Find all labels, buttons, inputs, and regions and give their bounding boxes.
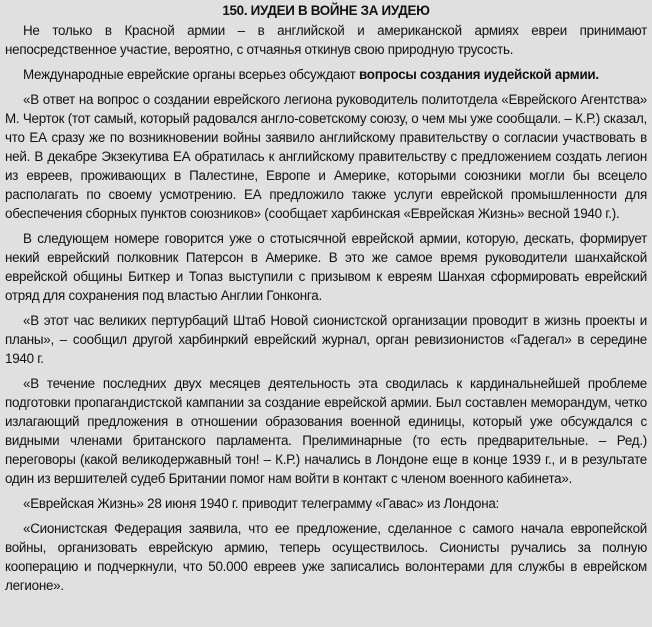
paragraph-text: «В течение последних двух месяцев деятельность эта сводилась к кардинальнейшей проблеме подготовки пропагандистской кампании за создание еврейской армии. Был составлен меморандум, четко излагающий предложения в отношении образования военной единицы, который уже обсуждался с видными членами британского парламента. Прелиминарные (то есть предварительные. – Ред.) переговоры (какой великодержавный тон! – К.Р.) начались в Лондоне еще в конце 1939 г., и в результате один из вершителей судеб Британии помог нам войти в контакт с членом военного кабинета».	[5, 376, 647, 486]
paragraph-2	[5, 65, 647, 84]
paragraph-text: «Сионистская Федерация заявила, что ее предложение, сделанное с самого начала европейской войны, организовать еврейскую армию, теперь осуществилось. Сионисты ручались за полную кооперацию и подчеркнули, что 50.000 евреев уже записались волонтерами для службы в еврейском легионе».	[5, 521, 647, 593]
paragraph-5	[5, 311, 647, 368]
paragraph-text: Международные еврейские органы всерьез обсуждают	[23, 67, 359, 82]
paragraph-bold-text: вопросы создания иудейской армии.	[358, 67, 599, 82]
paragraph-text: «В этот час великих пертурбаций Штаб Новой сионистской организации проводит в жизнь проекты и планы», – сообщил другой харбинркий еврейский журнал, орган ревизионистов «Гадегал» в середине 1940 г.	[5, 313, 647, 366]
paragraph-text: «Еврейская Жизнь» 28 июня 1940 г. приводит телеграмму «Гавас» из Лондона:	[23, 496, 500, 511]
paragraph-7	[5, 494, 647, 513]
paragraph-6	[5, 374, 647, 488]
paragraph-3	[5, 90, 647, 223]
paragraph-8	[5, 519, 647, 595]
paragraph-4	[5, 229, 647, 305]
paragraph-1	[5, 21, 647, 59]
paragraph-text: В следующем номере говорится уже о стотысячной еврейской армии, которую, дескать, формирует некий еврейский полковник Патерсон в Америке. В это же самое время руководители шанхайской еврейской общины Биткер и Топаз выступили с призывом к евреям Шанхая сформировать еврейский отряд для сохранения под властью Англии Гонконга.	[5, 231, 647, 303]
paragraph-text: «В ответ на вопрос о создании еврейского легиона руководитель политотдела «Еврейского Агентства» М. Черток (тот самый, который радовался англо-советскому союзу, о чем мы уже сообщали. – К.Р.) сказал, что ЕА сразу же по возникновении войны заявило английскому правительству о согласии участвовать в ней. В декабре Экзекутива ЕА обратилась к английскому правительству с предложением создать легион из евреев, проживающих в Палестине, Европе и Америке, которыми союзники могли бы всецело располагать по своему усмотрению. ЕА предложило также услуги еврейской промышленности для обеспечения сборных пунктов союзников» (сообщает харбинская «Еврейская Жизнь» весной 1940 г.).	[5, 92, 647, 221]
paragraph-text: Не только в Красной армии – в английской и американской армиях евреи принимают непосредственное участие, вероятно, с отчаянья откинув свою природную трусость.	[5, 23, 647, 57]
page-title: 150. ИУДЕИ В ВОЙНЕ ЗА ИУДЕЮ	[222, 3, 430, 18]
